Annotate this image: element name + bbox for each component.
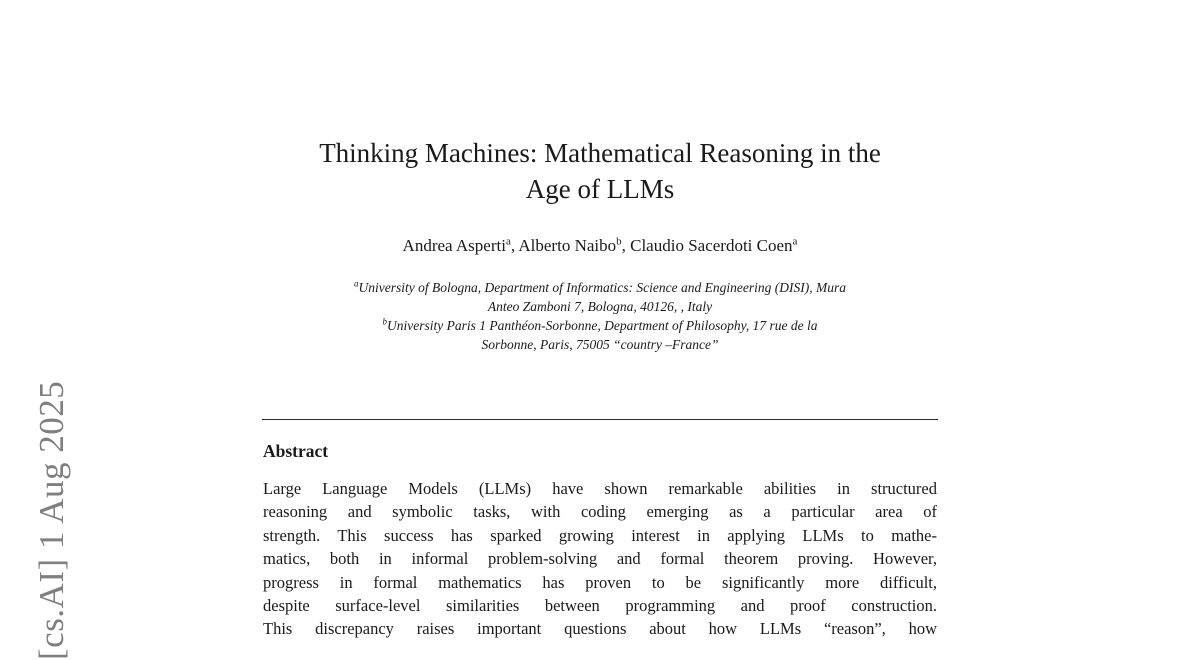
author-name: Andrea Asperti xyxy=(402,236,506,255)
affiliation-line: Anteo Zamboni 7, Bologna, 40126, , Italy xyxy=(487,299,713,314)
affiliations xyxy=(262,278,938,354)
title-line: Age of LLMs xyxy=(525,174,675,204)
abstract-line: progress in formal mathematics has proven to be significantly more difficult, xyxy=(263,572,937,592)
author-name: Claudio Sacerdoti Coen xyxy=(630,236,793,255)
author-affil-mark: a xyxy=(505,235,511,248)
author-list: Andrea Asperti$^a$, Alberto Naibo$^b$, Claudio Sacerdoti Coen$^a$ xyxy=(402,235,798,255)
affiliation-mark: b xyxy=(382,316,388,327)
affiliation-text: University Paris 1 Panthéon-Sorbonne, Department of Philosophy, 17 rue de la xyxy=(387,318,818,333)
title-line: Thinking Machines: Mathematical Reasoning in the xyxy=(319,138,881,168)
author-affil-mark: a xyxy=(792,235,798,248)
paper-title xyxy=(280,135,920,207)
abstract-line: This discrepancy raises important questions about how LLMs “reason”, how xyxy=(263,619,937,639)
affiliation-text: University of Bologna, Department of Informatics: Science and Engineering (DISI), Mura xyxy=(358,280,846,295)
affiliation-mark: a xyxy=(354,278,359,289)
affiliation-line xyxy=(262,316,938,335)
horizontal-rule xyxy=(262,419,938,420)
affiliation-line xyxy=(262,278,938,297)
affiliation-line: Sorbonne, Paris, 75005 “country –France” xyxy=(481,337,719,352)
abstract-line: matics, both in informal problem-solving and formal theorem proving. However, xyxy=(263,549,937,569)
author-affil-mark: b xyxy=(616,235,622,248)
abstract-line: Large Language Models (LLMs) have shown remarkable abilities in structured xyxy=(263,479,937,498)
abstract-line: despite surface-level similarities between programming and proof construction. xyxy=(263,596,937,616)
abstract-line: strength. This success has sparked growing interest in applying LLMs to mathe- xyxy=(263,525,937,545)
abstract-heading: Abstract xyxy=(263,441,329,461)
abstract-body xyxy=(263,477,937,641)
author-name: Alberto Naibo xyxy=(518,236,617,255)
abstract-line: reasoning and symbolic tasks, with coding emerging as a particular area of xyxy=(263,502,937,522)
arxiv-stamp: [cs.AI] 1 Aug 2025 xyxy=(32,380,71,660)
